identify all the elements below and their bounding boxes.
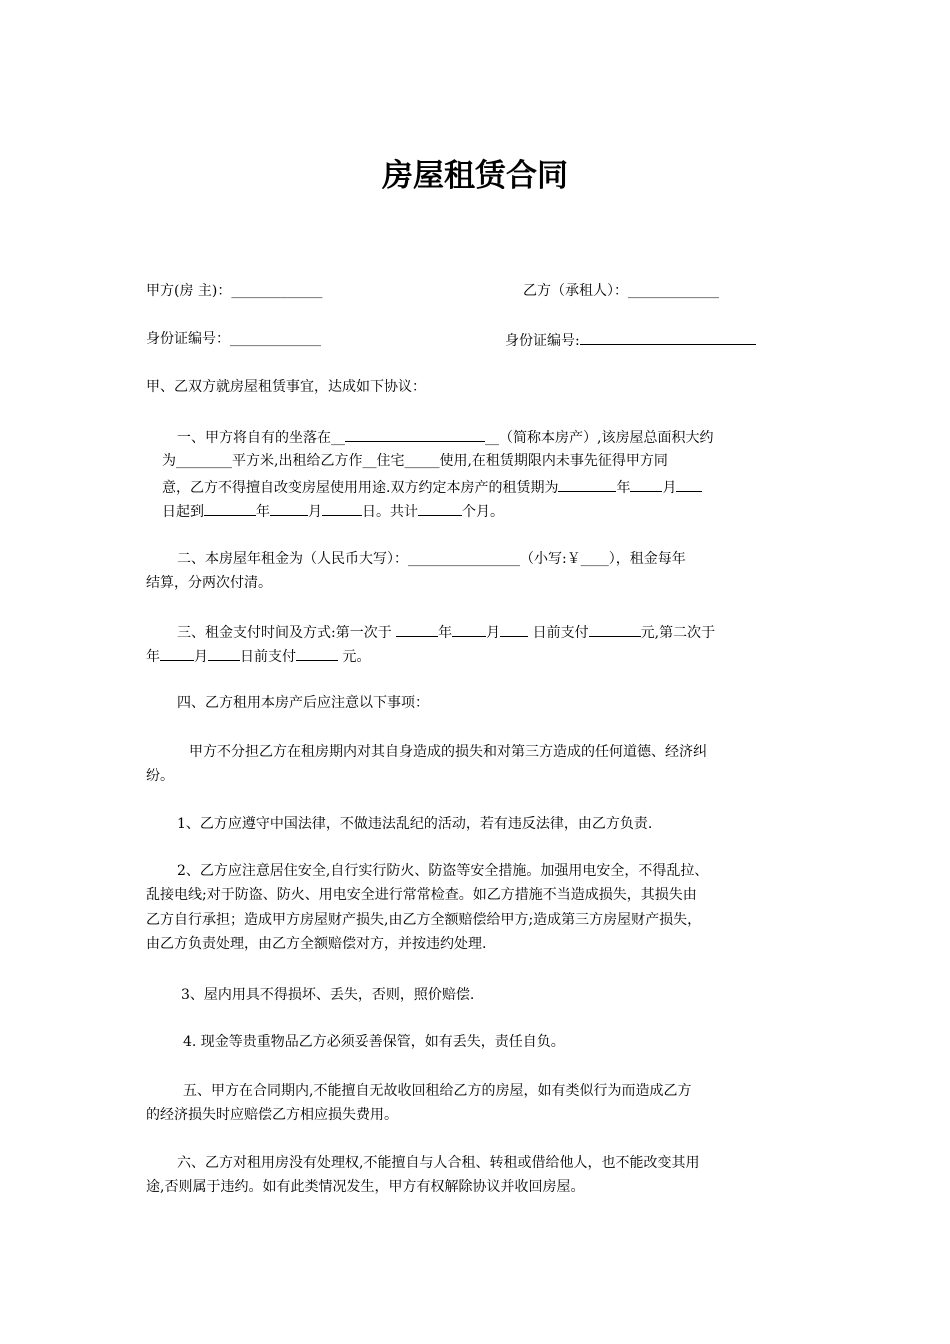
clause1-line3 — [162, 476, 702, 498]
end-month-underline — [270, 500, 308, 516]
clause3-text: 年 — [146, 649, 160, 665]
clause1-text: 为________平方米,出租给乙方作__住宅__ — [162, 453, 419, 469]
clause1-text: 年 — [256, 504, 270, 520]
clause1-text: 年 — [616, 480, 631, 496]
clause1-text: ___使用,在租赁期限内未事先征得甲方同 — [418, 453, 668, 469]
clause1-text: 一、甲方将自有的坐落在__ — [177, 430, 345, 446]
clause3-text: 年 — [438, 625, 453, 641]
clause1-text: 意，乙方不得擅自改变房屋使用用途.双方约定本房产的租赁期为 — [162, 480, 559, 496]
party-a-line — [146, 281, 322, 301]
clause6-line1: 六、乙方对租用房没有处理权,不能擅自与人合租、转租或借给他人，也不能改变其用 — [177, 1155, 700, 1171]
clause1-text: 个月。 — [462, 504, 504, 520]
pay1-amount-underline — [589, 621, 641, 637]
party-a-label: 甲方(房 主)： — [146, 283, 232, 299]
clause3-line1 — [177, 621, 715, 643]
clause4-item2-line1: 2、乙方应注意居住安全,自行实行防火、防盗等安全措施。加强用电安全，不得乱拉、 — [177, 863, 709, 879]
pay2-amount-underline — [296, 645, 338, 661]
document-title: 房屋租赁合同 — [382, 158, 568, 194]
intro-text: 甲、乙双方就房屋租赁事宜，达成如下协议： — [146, 379, 426, 395]
end-year-underline — [204, 500, 256, 516]
lease-years-underline — [558, 476, 616, 492]
party-b-line — [523, 281, 719, 301]
pay1-year-underline — [396, 621, 438, 637]
clause2-line1: 二、本房屋年租金为（人民币大写）：________________（小写:￥____），租金每年 — [177, 551, 686, 567]
party-a-id-label: 身份证编号： — [146, 331, 230, 347]
clause3-text: 元,第二次于 — [640, 625, 716, 641]
party-a-id-blank: _____________ — [230, 331, 321, 347]
clause4-item4: 4. 现金等贵重物品乙方必须妥善保管，如有丢失，责任自负。 — [183, 1034, 565, 1050]
clause4-item2-line3: 乙方自行承担；造成甲方房屋财产损失,由乙方全额赔偿给甲方;造成第三方房屋财产损失， — [146, 912, 702, 928]
address-underline — [345, 426, 485, 442]
clause1-line2 — [162, 451, 668, 471]
clause1-text: 日。共计 — [362, 504, 418, 520]
disclaimer-line2: 纷。 — [146, 768, 174, 784]
party-a-id-line — [146, 329, 321, 349]
party-b-id-label: 身份证编号: — [505, 333, 580, 349]
clause3-text: 日前支付 — [528, 625, 589, 641]
pay1-day-underline — [500, 621, 528, 637]
clause1-text: __（简称本房产）,该房屋总面积大约 — [485, 430, 714, 446]
clause3-text: 元。 — [338, 649, 371, 665]
party-b-id-line — [505, 329, 756, 351]
clause4-heading: 四、乙方租用本房产后应注意以下事项： — [177, 695, 429, 711]
pay2-day-underline — [208, 645, 240, 661]
clause3-line2 — [146, 645, 370, 667]
clause4-item2-line4: 由乙方负责处理，由乙方全额赔偿对方，并按违约处理. — [146, 936, 487, 952]
clause1-text: 月 — [308, 504, 322, 520]
party-b-id-underline — [580, 329, 756, 345]
clause3-text: 月 — [194, 649, 208, 665]
clause4-item3: 3、屋内用具不得损坏、丢失，否则，照价赔偿. — [181, 987, 475, 1003]
clause5-line1: 五、甲方在合同期内,不能擅自无故收回租给乙方的房屋，如有类似行为而造成乙方 — [183, 1083, 692, 1099]
clause1-text: 日起到 — [162, 504, 204, 520]
clause3-text: 月 — [486, 625, 501, 641]
disclaimer-line1: 甲方不分担乙方在租房期内对其自身造成的损失和对第三方造成的任何道德、经济纠 — [189, 744, 707, 760]
total-months-underline — [418, 500, 462, 516]
clause6-line2: 途,否则属于违约。如有此类情况发生，甲方有权解除协议并收回房屋。 — [146, 1179, 585, 1195]
pay2-month-underline — [160, 645, 194, 661]
pay1-month-underline — [452, 621, 486, 637]
clause1-text: 月 — [662, 480, 677, 496]
party-b-label: 乙方（承租人）： — [523, 283, 628, 299]
end-day-underline — [322, 500, 362, 516]
party-b-name-blank: _____________ — [628, 283, 719, 299]
clause4-item2-line2: 乱接电线;对于防盗、防火、用电安全进行常常检查。如乙方措施不当造成损失，其损失由 — [146, 887, 697, 903]
party-a-name-blank: _____________ — [231, 283, 323, 299]
lease-day-underline — [676, 476, 702, 492]
clause3-text: 三、租金支付时间及方式:第一次于 — [177, 625, 397, 641]
clause5-line2: 的经济损失时应赔偿乙方相应损失费用。 — [146, 1107, 398, 1123]
clause1-line4 — [162, 500, 504, 522]
lease-months-underline — [630, 476, 662, 492]
clause4-item1: 1、乙方应遵守中国法律，不做违法乱纪的活动，若有违反法律，由乙方负责. — [177, 816, 653, 832]
clause3-text: 日前支付 — [240, 649, 296, 665]
clause1-line1 — [177, 426, 713, 448]
clause2-line2: 结算，分两次付清。 — [146, 575, 272, 591]
